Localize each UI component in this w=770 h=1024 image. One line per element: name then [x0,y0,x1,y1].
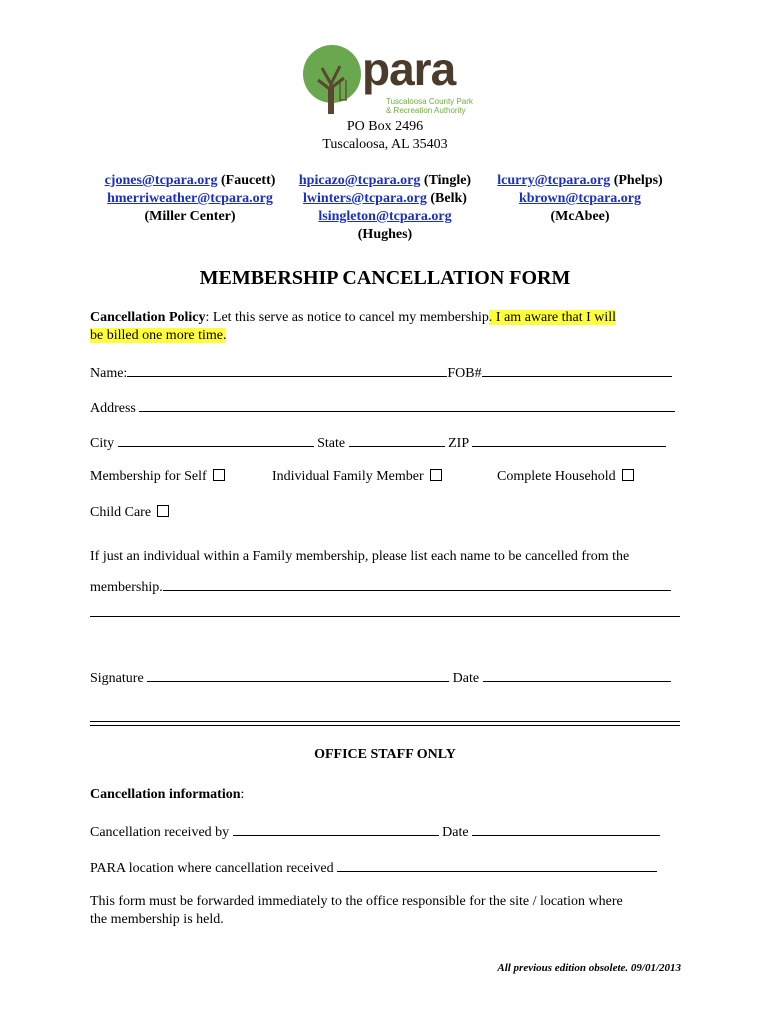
zip-field[interactable] [472,432,666,447]
option-family: Individual Family Member [272,468,442,486]
email-link-lsingleton[interactable]: lsingleton@tcpara.org [318,209,452,224]
location-row [90,857,690,878]
city-field[interactable] [118,432,314,447]
signature-field[interactable] [147,667,449,682]
location-label: PARA location where cancellation received [90,861,334,876]
zip-label: ZIP [448,436,469,451]
received-by-label: Cancellation received by [90,825,230,840]
email-link-lwinters[interactable]: lwinters@tcpara.org [303,191,427,206]
received-by-field[interactable] [233,821,439,836]
para-logo [300,44,475,118]
names-field-2[interactable] [90,616,680,617]
email-link-lcurry[interactable]: lcurry@tcpara.org [497,173,611,188]
state-label: State [317,436,346,451]
signature-label: Signature [90,671,144,686]
footer-note: All previous edition obsolete. 09/01/2013 [497,962,681,974]
household-checkbox[interactable] [622,469,634,481]
date-field[interactable] [483,667,671,682]
address-label: Address [90,401,136,416]
fob-field[interactable] [482,362,672,377]
address-row [90,397,690,418]
date-label: Date [452,671,480,686]
email-link-hmerriweather[interactable]: hmerriweather@tcpara.org [107,191,273,206]
cancellation-info: Cancellation information: [90,787,245,802]
childcare-checkbox[interactable] [157,505,169,517]
individual-note-row2: membership. [90,576,690,597]
location-field[interactable] [337,857,657,872]
signature-row [90,667,690,688]
logo-sub2: & Recreation Authority [386,106,466,115]
contacts-col2: hpicazo@tcpara.org (Tingle) lwinters@tcpara.org (Belk) lsingleton@tcpara.org (Hughes) [298,173,472,242]
form-title: MEMBERSHIP CANCELLATION FORM [199,267,571,289]
email-link-hpicazo[interactable]: hpicazo@tcpara.org [298,173,421,188]
address-line2: Tuscaloosa, AL 35403 [322,137,448,152]
logo-sub1: Tuscaloosa County Park [386,97,473,106]
option-household: Complete Household [497,468,634,486]
contacts-col3: lcurry@tcpara.org (Phelps) kbrown@tcpara.org (McAbee) [497,173,663,224]
email-link-cjones[interactable]: cjones@tcpara.org [104,173,218,188]
option-self: Membership for Self [90,468,225,486]
city-row [90,432,690,453]
office-date-field[interactable] [472,821,660,836]
address-line1: PO Box 2496 [346,119,424,134]
family-checkbox[interactable] [430,469,442,481]
name-row [90,362,690,383]
divider [90,721,680,726]
office-heading: OFFICE STAFF ONLY [314,747,456,762]
city-label: City [90,436,115,451]
state-field[interactable] [349,432,445,447]
cancellation-policy: Cancellation Policy: Let this serve as notice to cancel my membership. I am aware that I will be billed one more time. [90,310,617,343]
name-field[interactable] [127,362,447,377]
address-field[interactable] [139,397,675,412]
email-link-kbrown[interactable]: kbrown@tcpara.org [518,191,642,206]
individual-note: If just an individual within a Family membership, please list each name to be cancelled from the [90,549,630,564]
self-checkbox[interactable] [213,469,225,481]
received-row [90,821,690,842]
forward-note: This form must be forwarded immediately to the office responsible for the site / location where the membership is held. [90,894,623,927]
contacts-col1: cjones@tcpara.org (Faucett) hmerriweather@tcpara.org (Miller Center) [104,173,276,224]
office-date-label: Date [442,825,469,840]
name-label: Name: [90,366,128,381]
names-field-1[interactable] [163,576,671,591]
logo-brand: para [362,43,456,95]
fob-label: FOB# [447,366,482,381]
option-childcare: Child Care [90,504,169,522]
